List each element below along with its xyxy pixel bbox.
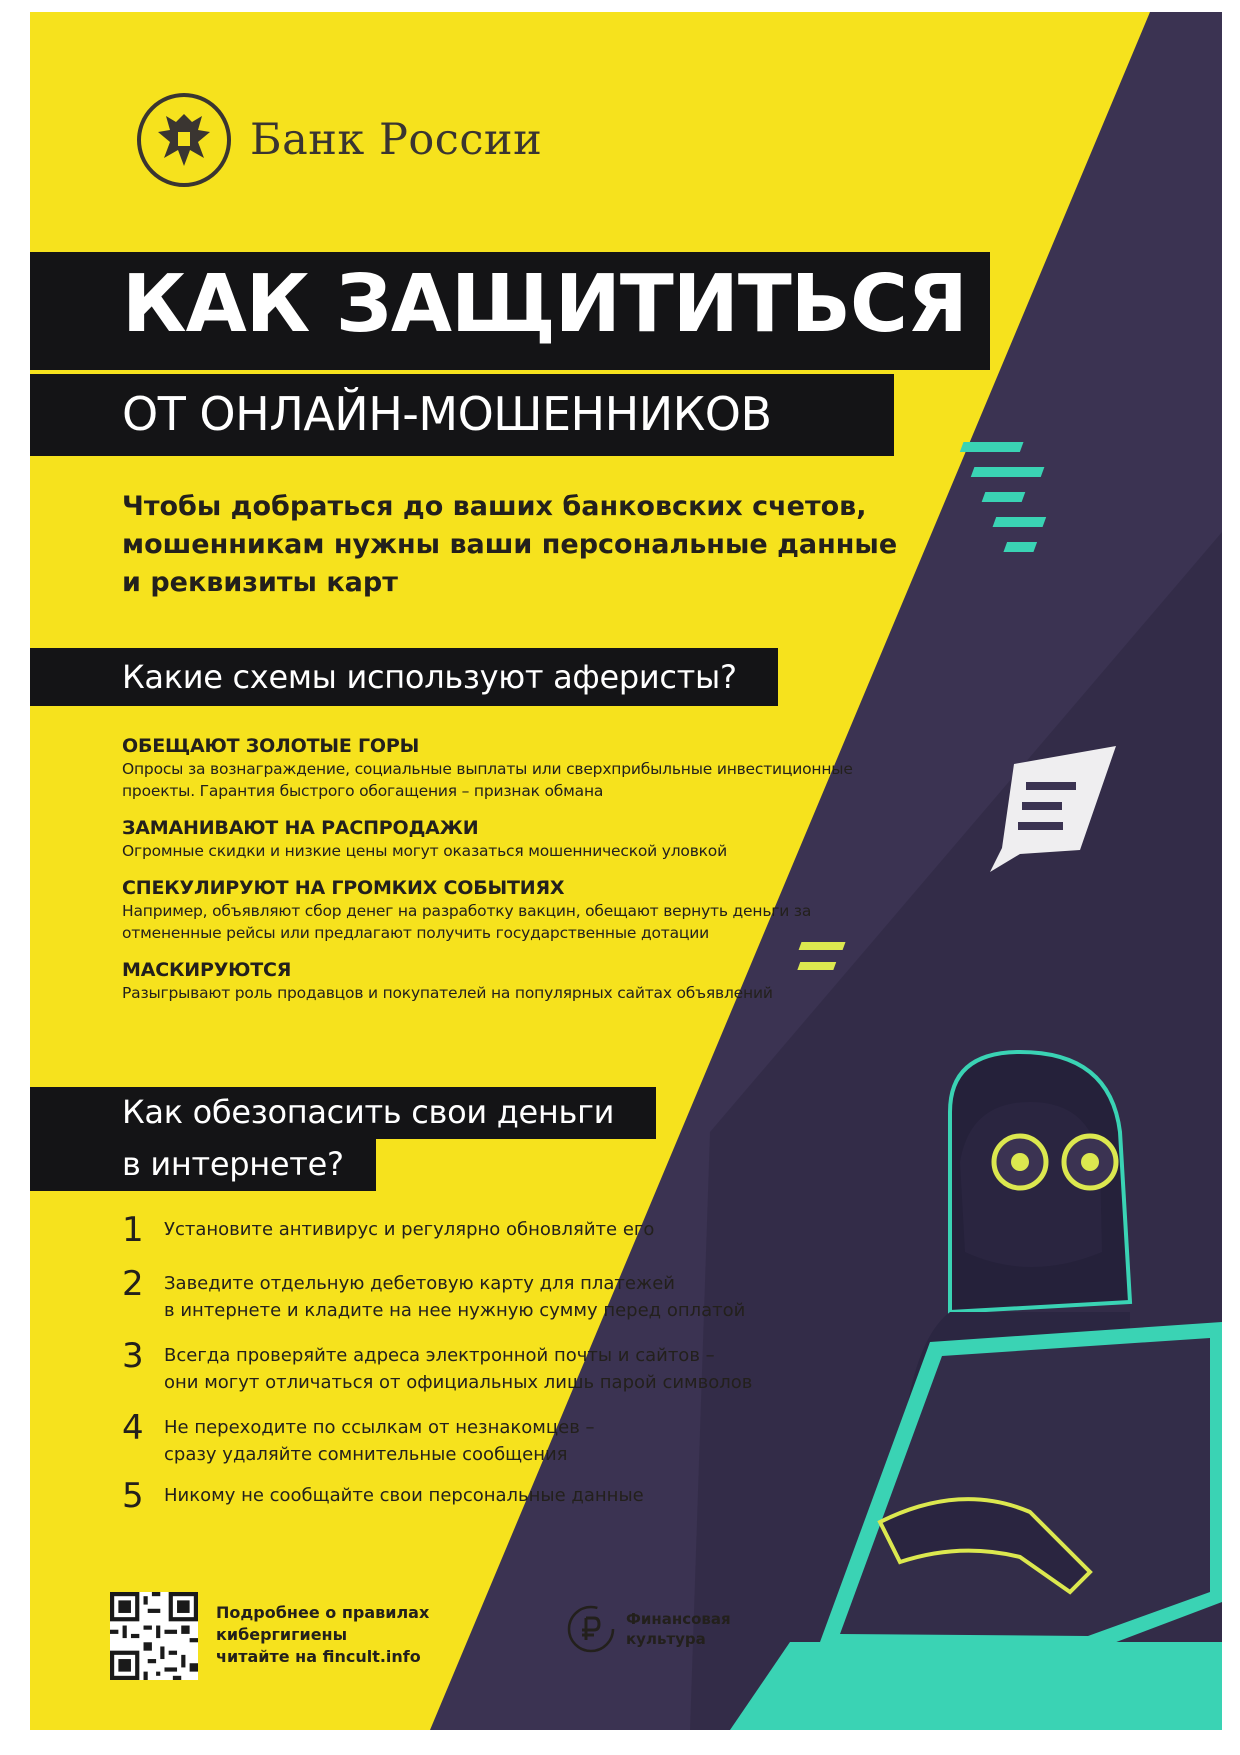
footer-note-line: Подробнее о правилах	[216, 1603, 430, 1622]
tip-number: 2	[122, 1264, 144, 1304]
tip-item	[122, 1210, 802, 1250]
tip-item	[122, 1476, 802, 1516]
schemes-list	[122, 734, 882, 1018]
scheme-item	[122, 816, 882, 862]
subtitle-band	[30, 374, 894, 456]
tip-text	[164, 1476, 644, 1509]
footer-note-line: читайте на fincult.info	[216, 1647, 421, 1666]
scheme-title: ЗАМАНИВАЮТ НА РАСПРОДАЖИ	[122, 817, 479, 839]
page-subtitle: ОТ ОНЛАЙН-МОШЕННИКОВ	[122, 387, 772, 441]
intro-line: и реквизиты карт	[122, 567, 398, 598]
footer	[110, 1592, 1110, 1682]
financial-culture-line: культура	[626, 1630, 706, 1648]
footer-note	[216, 1602, 429, 1668]
scheme-text: Опросы за вознаграждение, социальные выплаты или сверхприбыльные инвестиционные проекты. Гарантия быстрого обогащения – признак обмана	[122, 760, 853, 800]
safety-heading-line: в интернете?	[122, 1145, 344, 1183]
footer-note-line: кибергигиены	[216, 1625, 348, 1644]
intro-line: Чтобы добраться до ваших банковских счетов,	[122, 491, 867, 522]
scheme-text: Огромные скидки и низкие цены могут оказаться мошеннической уловкой	[122, 842, 727, 860]
tip-number: 1	[122, 1210, 144, 1250]
tips-list	[122, 1210, 802, 1516]
page-title: КАК ЗАЩИТИТЬСЯ	[122, 258, 967, 350]
tip-line: в интернете и кладите на нее нужную сумму перед оплатой	[164, 1300, 746, 1321]
safety-heading-line: Как обезопасить свои деньги	[122, 1093, 615, 1131]
scheme-item	[122, 958, 882, 1004]
bank-name: Банк России	[250, 115, 543, 165]
tip-line: сразу удаляйте сомнительные сообщения	[164, 1444, 568, 1465]
tip-text	[164, 1210, 654, 1243]
scheme-title: СПЕКУЛИРУЮТ НА ГРОМКИХ СОБЫТИЯХ	[122, 877, 565, 899]
intro-text	[122, 488, 912, 602]
tip-item	[122, 1336, 802, 1396]
tip-item	[122, 1264, 802, 1324]
scheme-title: ОБЕЩАЮТ ЗОЛОТЫЕ ГОРЫ	[122, 735, 420, 757]
double-headed-eagle-emblem-icon	[136, 92, 232, 188]
tip-line: Установите антивирус и регулярно обновляйте его	[164, 1219, 655, 1240]
tip-text	[164, 1264, 745, 1324]
tip-text	[164, 1336, 752, 1396]
poster	[30, 12, 1222, 1730]
intro-line: мошенникам нужны ваши персональные данные	[122, 529, 898, 560]
scheme-item	[122, 734, 882, 802]
tip-text	[164, 1408, 595, 1468]
tip-line: Всегда проверяйте адреса электронной почты и сайтов –	[164, 1345, 715, 1366]
financial-culture-text	[626, 1609, 731, 1649]
scheme-text: Разыгрывают роль продавцов и покупателей на популярных сайтах объявлений	[122, 984, 773, 1002]
qr-code-icon[interactable]	[110, 1592, 198, 1680]
scheme-text: Например, объявляют сбор денег на разработку вакцин, обещают вернуть деньги за отмененные рейсы или предлагают получить государственные дотации	[122, 902, 812, 942]
scheme-item	[122, 876, 882, 944]
tip-line: Не переходите по ссылкам от незнакомцев –	[164, 1417, 595, 1438]
scheme-title: МАСКИРУЮТСЯ	[122, 959, 292, 981]
ruble-coin-icon	[566, 1604, 616, 1654]
title-band	[30, 252, 990, 370]
financial-culture-logo	[566, 1604, 731, 1654]
tip-number: 5	[122, 1476, 144, 1516]
safety-heading-band	[30, 1139, 376, 1191]
safety-heading-band	[30, 1087, 656, 1139]
financial-culture-line: Финансовая	[626, 1610, 731, 1628]
bank-logo	[136, 92, 542, 188]
tip-line: Никому не сообщайте свои персональные данные	[164, 1485, 644, 1506]
schemes-heading-band	[30, 648, 778, 706]
schemes-heading: Какие схемы используют аферисты?	[122, 658, 737, 696]
tip-number: 4	[122, 1408, 144, 1448]
tip-line: они могут отличаться от официальных лишь парой символов	[164, 1372, 753, 1393]
tip-number: 3	[122, 1336, 144, 1376]
tip-line: Заведите отдельную дебетовую карту для платежей	[164, 1273, 675, 1294]
tip-item	[122, 1408, 802, 1468]
